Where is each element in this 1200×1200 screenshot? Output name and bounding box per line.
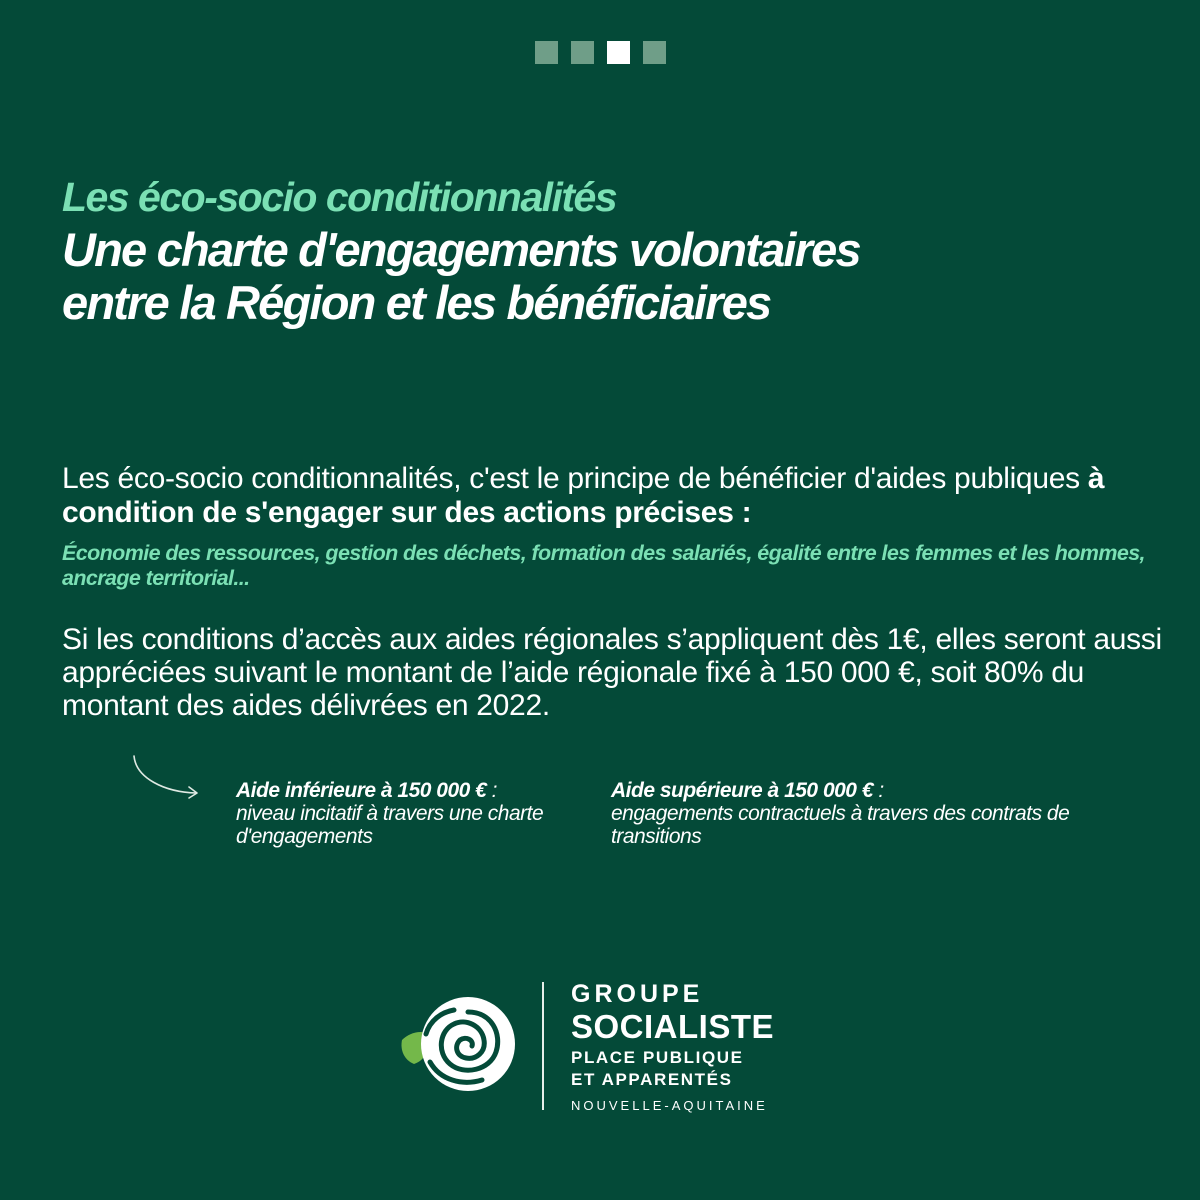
headline-line-1: Une charte d'engagements volontaires xyxy=(62,223,860,276)
page-dot[interactable] xyxy=(535,41,558,64)
intro-emphasis: à condition de s'engager sur des actions précises : xyxy=(62,462,1105,529)
intro-text: Les éco-socio conditionnalités, c'est le principe de bénéficier d'aides publiques xyxy=(62,462,1088,495)
page-indicator xyxy=(535,41,666,64)
themes-list: Économie des ressources, gestion des déchets, formation des salariés, égalité entre les femmes et les hommes, ancrage territorial... xyxy=(62,541,1145,590)
intro-paragraph xyxy=(62,462,1162,530)
conditions-paragraph: Si les conditions d’accès aux aides régionales s’appliquent dès 1€, elles seront aussi appréciées suivant le montant de l’aide régionale fixé à 150 000 €, soit 80% du montant des aides délivrées en 2022. xyxy=(62,623,1162,722)
rose-icon xyxy=(396,990,536,1100)
brand-region: NOUVELLE-AQUITAINE xyxy=(571,1098,768,1113)
aid-below-title: Aide inférieure à 150 000 € xyxy=(236,779,487,802)
aid-above-title: Aide supérieure à 150 000 € xyxy=(611,779,873,802)
aid-above-desc: engagements contractuels à travers des contrats de transitions xyxy=(611,802,1070,848)
brand-apparentes: ET APPARENTÉS xyxy=(571,1070,733,1089)
brand-groupe: GROUPE xyxy=(571,980,704,1008)
aid-below-threshold xyxy=(236,779,596,848)
aid-above-colon: : xyxy=(873,779,884,802)
aid-below-desc: niveau incitatif à travers une charte d'engagements xyxy=(236,802,544,848)
aid-above-threshold xyxy=(611,779,1111,848)
aid-below-colon: : xyxy=(486,779,497,802)
brand-divider xyxy=(542,982,544,1110)
headline xyxy=(62,223,1172,329)
curved-arrow-icon xyxy=(128,752,208,804)
page-dot-active[interactable] xyxy=(607,41,630,64)
brand-place-publique: PLACE PUBLIQUE xyxy=(571,1048,744,1067)
kicker-title: Les éco-socio conditionnalités xyxy=(62,174,617,220)
page-dot[interactable] xyxy=(571,41,594,64)
headline-line-2: entre la Région et les bénéficiaires xyxy=(62,276,771,329)
brand-socialiste: SOCIALISTE xyxy=(571,1008,775,1045)
page-dot[interactable] xyxy=(643,41,666,64)
